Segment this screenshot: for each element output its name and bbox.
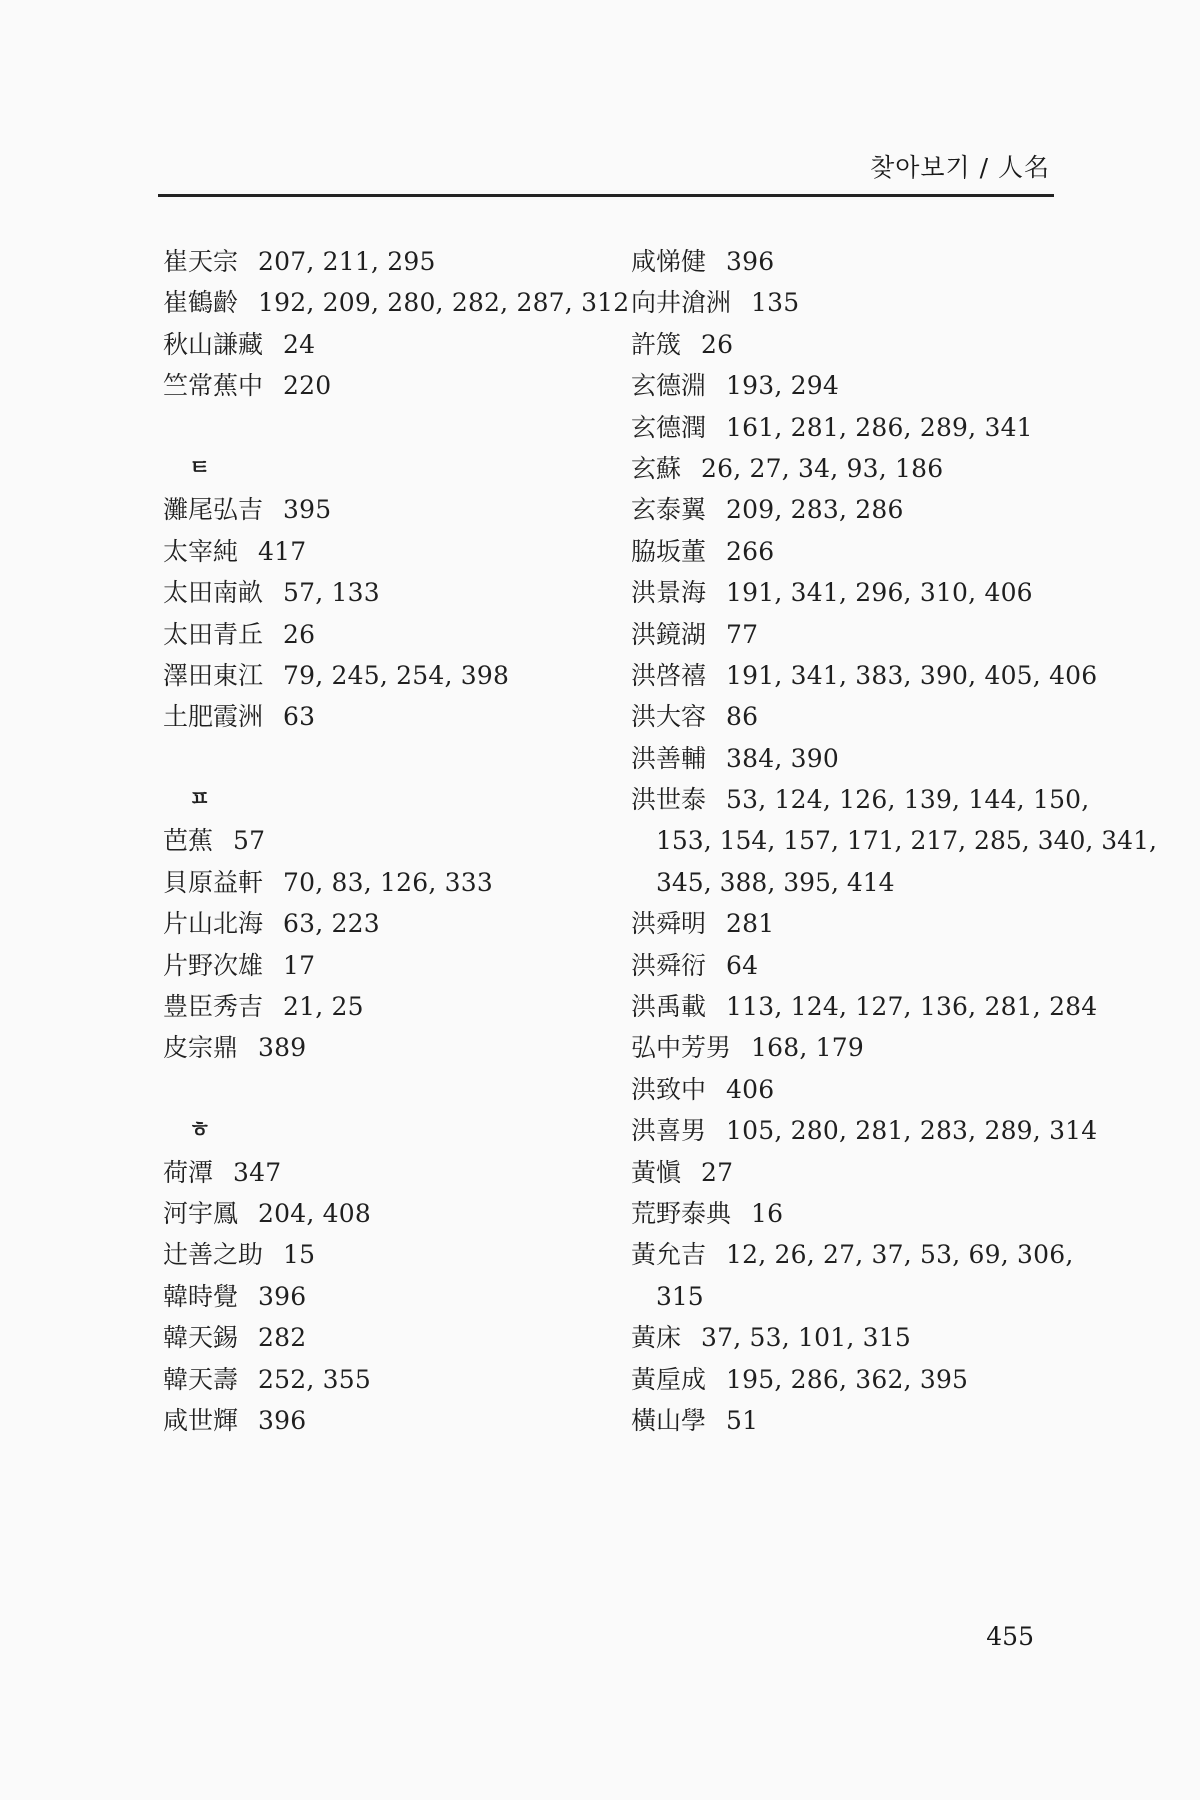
entry-pages: 191, 341, 296, 310, 406 — [726, 578, 1033, 608]
entry-pages: 105, 280, 281, 283, 289, 314 — [726, 1116, 1098, 1146]
index-entry — [631, 945, 1071, 986]
entry-name: 荒野泰典 — [631, 1198, 732, 1228]
index-entry — [631, 407, 1071, 448]
entry-continuation: 153, 154, 157, 171, 217, 285, 340, 341, — [656, 826, 1157, 856]
index-entry — [631, 1400, 1071, 1441]
index-entry — [163, 1317, 623, 1358]
entry-name: 弘中芳男 — [631, 1033, 732, 1063]
entry-name: 荷潭 — [163, 1157, 214, 1187]
index-entry — [163, 1152, 623, 1193]
entry-pages: 209, 283, 286 — [726, 495, 904, 525]
entry-name: 河宇鳳 — [163, 1198, 239, 1228]
index-entry — [163, 282, 630, 323]
index-entry — [163, 241, 623, 282]
entry-pages: 26 — [283, 619, 316, 649]
section-letter-hieut: ㅎ — [189, 1118, 211, 1144]
index-entry — [631, 986, 1098, 1027]
entry-name: 芭蕉 — [163, 826, 214, 856]
index-entry — [631, 1069, 1071, 1110]
entry-pages: 57, 133 — [283, 578, 380, 608]
index-entry — [163, 489, 623, 530]
entry-pages: 207, 211, 295 — [258, 247, 436, 276]
index-entry — [631, 1359, 1071, 1400]
index-entry — [631, 903, 1071, 944]
page-number: 455 — [986, 1622, 1034, 1651]
index-entry — [631, 614, 1071, 655]
entry-pages: 64 — [726, 950, 759, 980]
index-entry — [163, 572, 623, 613]
entry-pages: 63 — [283, 702, 316, 732]
index-entry — [631, 448, 1071, 489]
index-entry — [163, 324, 623, 365]
entry-name: 脇坂董 — [631, 536, 707, 566]
entry-name: 黃愼 — [631, 1157, 682, 1187]
entry-pages: 135 — [751, 288, 800, 318]
entry-name: 崔天宗 — [163, 247, 239, 276]
entry-pages: 195, 286, 362, 395 — [726, 1364, 969, 1394]
entry-pages: 51 — [726, 1405, 759, 1435]
entry-pages: 63, 223 — [283, 909, 380, 939]
entry-pages: 347 — [233, 1157, 282, 1187]
entry-pages: 193, 294 — [726, 371, 839, 401]
entry-name: 洪舜明 — [631, 909, 707, 939]
entry-pages: 168, 179 — [751, 1033, 864, 1063]
entry-name: 洪鏡湖 — [631, 619, 707, 649]
index-column-right — [631, 241, 1157, 1441]
entry-name: 韓天壽 — [163, 1364, 239, 1394]
entry-name: 玄蘇 — [631, 453, 682, 483]
section-gap — [163, 1069, 623, 1110]
entry-continuation: 345, 388, 395, 414 — [656, 867, 895, 897]
entry-name: 豊臣秀吉 — [163, 992, 264, 1022]
index-entry — [631, 241, 1071, 282]
index-entry — [163, 1276, 623, 1317]
entry-pages: 15 — [283, 1240, 316, 1270]
entry-pages: 396 — [258, 1281, 307, 1311]
entry-pages: 396 — [726, 247, 775, 276]
entry-pages: 384, 390 — [726, 743, 839, 773]
entry-pages: 395 — [283, 495, 332, 525]
entry-name: 崔鶴齡 — [163, 288, 239, 318]
entry-name: 向井滄洲 — [631, 288, 732, 318]
entry-pages: 26 — [701, 329, 734, 359]
entry-pages: 161, 281, 286, 289, 341 — [726, 412, 1033, 442]
entry-pages: 77 — [726, 619, 759, 649]
section-gap — [163, 407, 623, 448]
section-gap — [163, 738, 623, 779]
index-entry — [631, 489, 1071, 530]
index-entry — [631, 531, 1071, 572]
index-entry — [163, 696, 623, 737]
index-entry — [163, 365, 623, 406]
entry-name: 竺常蕉中 — [163, 371, 264, 401]
entry-name: 玄德淵 — [631, 371, 707, 401]
entry-pages: 396 — [258, 1405, 307, 1435]
entry-name: 秋山謙藏 — [163, 329, 264, 359]
entry-name: 洪喜男 — [631, 1116, 707, 1146]
entry-name: 黃允吉 — [631, 1240, 707, 1270]
entry-pages: 204, 408 — [258, 1198, 371, 1228]
entry-name: 洪大容 — [631, 702, 707, 732]
index-entry — [631, 1027, 1071, 1068]
entry-pages: 86 — [726, 702, 759, 732]
entry-pages: 70, 83, 126, 333 — [283, 867, 493, 897]
entry-name: 韓時覺 — [163, 1281, 239, 1311]
entry-name: 咸悌健 — [631, 247, 707, 276]
entry-pages: 37, 53, 101, 315 — [701, 1323, 911, 1353]
entry-name: 黃垕成 — [631, 1364, 707, 1394]
entry-name: 洪禹載 — [631, 992, 707, 1022]
index-entry — [163, 614, 623, 655]
index-entry — [163, 986, 623, 1027]
entry-pages: 113, 124, 127, 136, 281, 284 — [726, 992, 1098, 1022]
entry-continuation: 315 — [656, 1281, 704, 1311]
entry-name: 許筬 — [631, 329, 682, 359]
index-entry — [631, 1193, 1071, 1234]
entry-first-line — [631, 1234, 1074, 1275]
index-entry — [163, 1234, 623, 1275]
entry-pages: 16 — [751, 1198, 784, 1228]
entry-name: 洪舜衍 — [631, 950, 707, 980]
entry-pages: 53, 124, 126, 139, 144, 150, — [726, 785, 1090, 815]
entry-pages: 26, 27, 34, 93, 186 — [701, 453, 944, 483]
entry-pages: 57 — [233, 826, 266, 856]
index-column-left — [163, 241, 630, 1441]
section-letter-pieup: ㅍ — [189, 787, 211, 813]
index-entry — [631, 696, 1071, 737]
entry-pages: 191, 341, 383, 390, 405, 406 — [726, 660, 1098, 690]
index-entry — [163, 1193, 623, 1234]
entry-name: 洪善輔 — [631, 743, 707, 773]
index-entry — [163, 945, 623, 986]
entry-pages: 17 — [283, 950, 316, 980]
entry-name: 洪啓禧 — [631, 660, 707, 690]
entry-name: 韓天錫 — [163, 1323, 239, 1353]
entry-name: 咸世輝 — [163, 1405, 239, 1435]
entry-pages: 282 — [258, 1323, 307, 1353]
entry-name: 黃床 — [631, 1323, 682, 1353]
entry-name: 玄泰翼 — [631, 495, 707, 525]
index-entry — [631, 1317, 1071, 1358]
entry-pages: 406 — [726, 1074, 775, 1104]
entry-name: 太宰純 — [163, 536, 239, 566]
entry-pages: 266 — [726, 536, 775, 566]
index-entry — [631, 324, 1071, 365]
entry-name: 橫山學 — [631, 1405, 707, 1435]
entry-pages: 389 — [258, 1033, 307, 1063]
entry-name: 太田南畝 — [163, 578, 264, 608]
entry-name: 玄德潤 — [631, 412, 707, 442]
entry-pages: 79, 245, 254, 398 — [283, 660, 510, 690]
entry-pages: 27 — [701, 1157, 734, 1187]
header-rule — [158, 194, 1054, 197]
entry-pages: 220 — [283, 371, 332, 401]
index-entry — [163, 1400, 623, 1441]
entry-name: 片野次雄 — [163, 950, 264, 980]
index-entry — [163, 655, 623, 696]
index-entry — [631, 1110, 1098, 1151]
entry-name: 洪致中 — [631, 1074, 707, 1104]
entry-name: 貝原益軒 — [163, 867, 264, 897]
index-entry — [631, 655, 1098, 696]
entry-name: 片山北海 — [163, 909, 264, 939]
entry-name: 洪景海 — [631, 578, 707, 608]
entry-name: 洪世泰 — [631, 785, 707, 815]
entry-pages: 252, 355 — [258, 1364, 371, 1394]
index-entry — [631, 365, 1071, 406]
entry-pages: 24 — [283, 329, 316, 359]
index-entry — [163, 862, 623, 903]
index-entry-multiline — [631, 1234, 1074, 1317]
index-entry — [163, 531, 623, 572]
section-letter-tieut: ㅌ — [189, 455, 211, 481]
index-entry — [631, 282, 1071, 323]
running-head: 찾아보기 / 人名 — [870, 153, 1050, 182]
entry-pages: 12, 26, 27, 37, 53, 69, 306, — [726, 1240, 1074, 1270]
index-entry — [631, 738, 1071, 779]
entry-name: 太田青丘 — [163, 619, 264, 649]
entry-name: 土肥霞洲 — [163, 702, 264, 732]
index-entry — [631, 1152, 1071, 1193]
entry-pages: 417 — [258, 536, 307, 566]
index-entry — [163, 1027, 623, 1068]
index-entry — [631, 572, 1071, 613]
entry-pages: 21, 25 — [283, 992, 364, 1022]
index-entry — [163, 820, 623, 861]
index-entry-multiline — [631, 779, 1157, 903]
index-entry — [163, 903, 623, 944]
entry-name: 澤田東江 — [163, 660, 264, 690]
entry-name: 辻善之助 — [163, 1240, 264, 1270]
entry-pages: 281 — [726, 909, 775, 939]
entry-pages: 192, 209, 280, 282, 287, 312 — [258, 288, 630, 318]
entry-first-line — [631, 779, 1090, 820]
entry-name: 皮宗鼎 — [163, 1033, 239, 1063]
index-entry — [163, 1359, 623, 1400]
entry-name: 灘尾弘吉 — [163, 495, 264, 525]
